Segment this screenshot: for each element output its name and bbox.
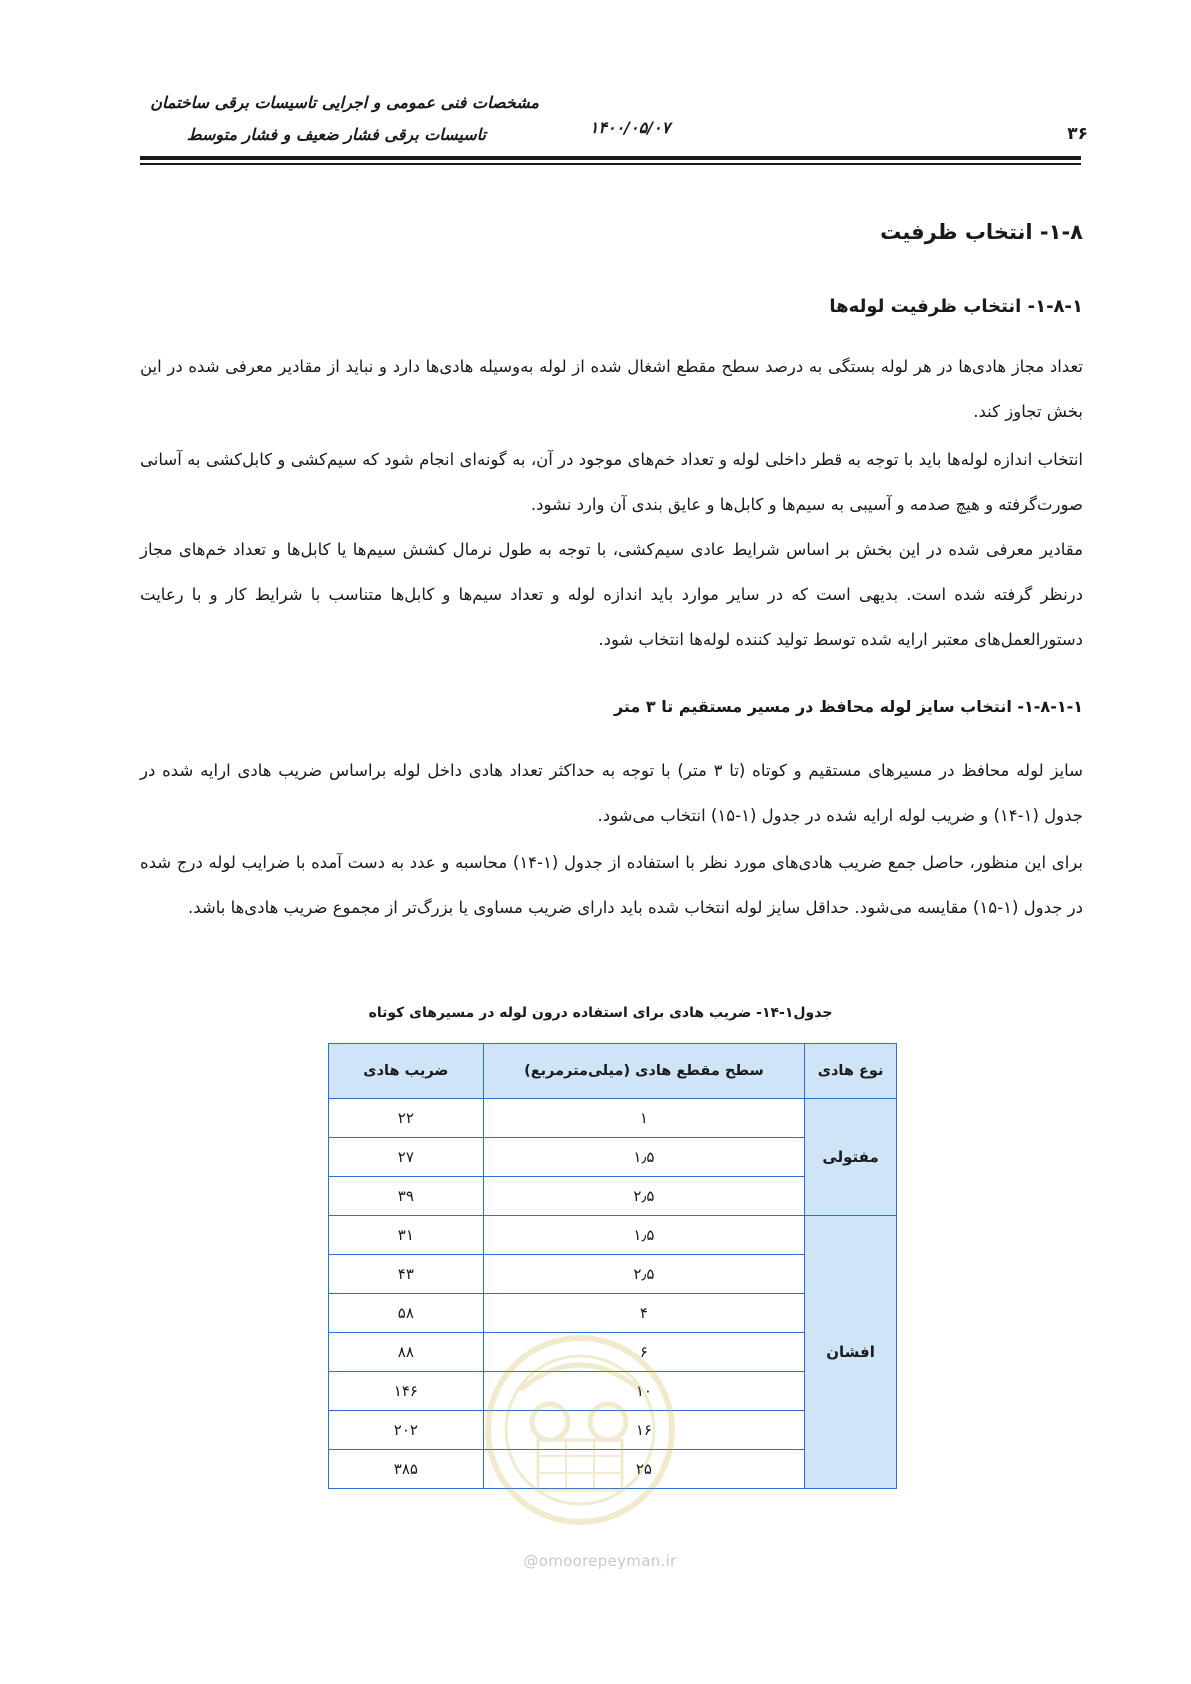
- cross-section-cell: ۱٫۵: [483, 1216, 804, 1255]
- cross-section-cell: ۲۵: [483, 1450, 804, 1489]
- factor-cell: ۲۲: [329, 1099, 484, 1138]
- page-number: ۳۶: [1067, 124, 1088, 144]
- factor-cell: ۳۹: [329, 1177, 484, 1216]
- header-rule-thick: [140, 156, 1081, 160]
- factor-cell: ۵۸: [329, 1294, 484, 1333]
- subsubsection-heading: ۱-۸-۱-۱- انتخاب سایز لوله محافظ در مسیر مستقیم تا ۳ متر: [613, 697, 1083, 716]
- factor-cell: ۲۰۲: [329, 1411, 484, 1450]
- table-row: [329, 1216, 897, 1255]
- cross-section-cell: ۱٫۵: [483, 1138, 804, 1177]
- table-caption: جدول۱-۱۴- ضریب هادی برای استفاده درون لوله در مسیرهای کوتاه: [368, 1005, 833, 1021]
- cross-section-cell: ۴: [483, 1294, 804, 1333]
- conductor-type-cell: مفتولی: [805, 1099, 897, 1216]
- header-title-line1: مشخصات فنی عمومی و اجرایی تاسیسات برقی ساختمان: [150, 93, 539, 112]
- table-row: [329, 1099, 897, 1138]
- conductor-type-cell: افشان: [805, 1216, 897, 1489]
- watermark-seal-icon: [480, 1330, 680, 1530]
- cross-section-cell: ۱: [483, 1099, 804, 1138]
- cross-section-cell: ۱۰: [483, 1372, 804, 1411]
- factor-cell: ۳۱: [329, 1216, 484, 1255]
- cross-section-cell: ۲٫۵: [483, 1177, 804, 1216]
- cross-section-cell: ۶: [483, 1333, 804, 1372]
- header-title-line2: تاسیسات برقی فشار ضعیف و فشار متوسط: [186, 125, 486, 144]
- header-cross-section: سطح مقطع هادی (میلی‌مترمربع): [483, 1044, 804, 1099]
- cross-section-cell: ۲٫۵: [483, 1255, 804, 1294]
- body-paragraph: انتخاب اندازه لوله‌ها باید با توجه به قطر داخلی لوله و تعداد خم‌های موجود در آن، به گونه‌ای انجام شود که سیم‌کشی و کابل‌کشی به آسانی صورت‌گرفته و هیچ صدمه و آسیبی به سیم‌ها و کابل‌ها و عایق بندی آن وارد نشود.: [140, 450, 1083, 514]
- header-date: ۱۴۰۰/۰۵/۰۷: [589, 118, 671, 137]
- subsection-heading: ۱-۸-۱- انتخاب ظرفیت لوله‌ها: [829, 296, 1083, 317]
- body-paragraph: تعداد مجاز هادی‌ها در هر لوله بستگی به درصد سطح مقطع اشغال شده از لوله به‌وسیله هادی‌ها دارد و نباید از مقادیر معرفی شده در این بخش تجاوز کند.: [140, 357, 1083, 421]
- section-heading: ۱-۸- انتخاب ظرفیت: [880, 220, 1083, 244]
- body-paragraph: مقادیر معرفی شده در این بخش بر اساس شرایط عادی سیم‌کشی، با توجه به طول نرمال کشش سیم‌ها یا کابل‌ها و تعداد خم‌های مجاز درنظر گرفته شده است. بدیهی است که در سایر موارد باید اندازه لوله و تعداد سیم‌ها و کابل‌ها متناسب با شرایط کار و با رعایت دستورالعمل‌های معتبر ارایه شده توسط تولید کننده لوله‌ها انتخاب شود.: [140, 540, 1083, 649]
- body-paragraph: سایز لوله محافظ در مسیرهای مستقیم و کوتاه (تا ۳ متر) با توجه به حداکثر تعداد هادی داخل لوله براساس ضریب هادی ارایه شده در جدول (۱-۱۴) و ضریب لوله ارایه شده در جدول (۱-۱۵) انتخاب می‌شود.: [140, 761, 1083, 825]
- body-paragraph: برای این منظور، حاصل جمع ضریب هادی‌های مورد نظر با استفاده از جدول (۱-۱۴) محاسبه و عدد به دست آمده با ضرایب لوله درج شده در جدول (۱-۱۵) مقایسه می‌شود. حداقل سایز لوله انتخاب شده باید دارای ضریب مساوی یا بزرگ‌تر از مجموع ضریب هادی‌ها باشد.: [140, 853, 1083, 917]
- watermark-site: @omoorepeyman.ir: [523, 1552, 677, 1570]
- header-conductor-type: نوع هادی: [805, 1044, 897, 1099]
- factor-cell: ۱۴۶: [329, 1372, 484, 1411]
- header-rule-thin: [140, 163, 1081, 165]
- table-header-row: [329, 1044, 897, 1099]
- header-conductor-factor: ضریب هادی: [329, 1044, 484, 1099]
- factor-cell: ۳۸۵: [329, 1450, 484, 1489]
- factor-cell: ۲۷: [329, 1138, 484, 1177]
- factor-cell: ۸۸: [329, 1333, 484, 1372]
- cross-section-cell: ۱۶: [483, 1411, 804, 1450]
- factor-cell: ۴۳: [329, 1255, 484, 1294]
